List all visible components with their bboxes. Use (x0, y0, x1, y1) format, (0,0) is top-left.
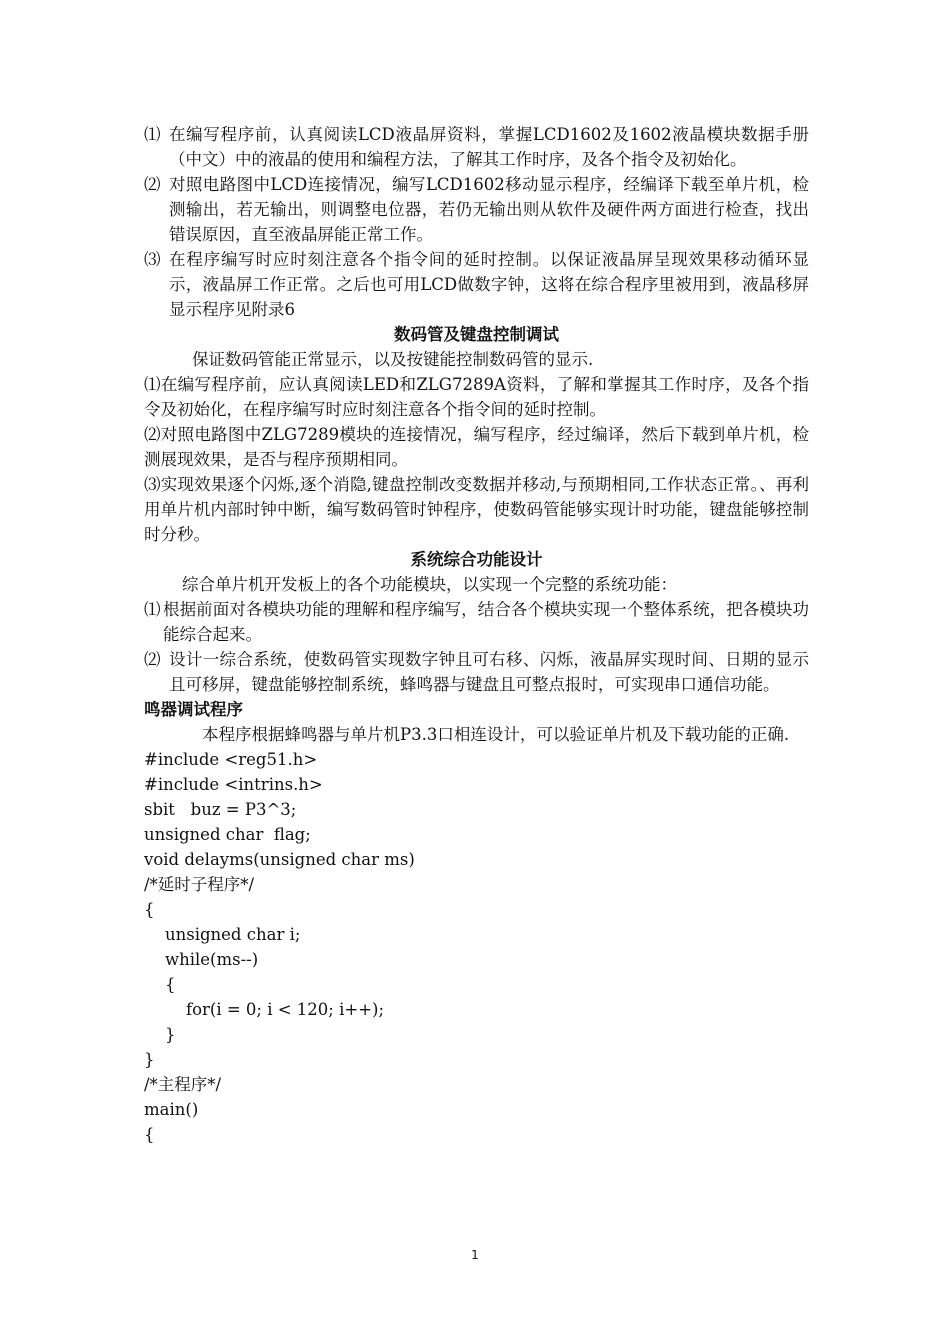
item-number: ⑴ (144, 375, 161, 394)
lcd-steps-list (144, 122, 809, 322)
code-line: { (144, 900, 155, 919)
item-number: ⑶ (144, 250, 161, 269)
list-item (144, 422, 809, 472)
item-text: 设计一综合系统，使数码管实现数字钟且可右移、闪烁，液晶屏实现时间、日期的显示且可移屏，键盘能够控制系统，蜂鸣器与键盘且可整点报时，可实现串口通信功能。 (169, 650, 809, 694)
led-steps-list (144, 372, 809, 547)
item-number: ⑵ (144, 650, 161, 669)
item-text: 在程序编写时应时刻注意各个指令间的延时控制。以保证液晶屏呈现效果移动循环显示，液晶屏工作正常。之后也可用LCD做数字钟，这将在综合程序里被用到，液晶移屏显示程序见附录6 (169, 250, 809, 319)
page-number: 1 (471, 1248, 479, 1262)
list-item (144, 372, 809, 422)
section-intro: 本程序根据蜂鸣器与单片机P3.3口相连设计，可以验证单片机及下载功能的正确. (202, 725, 790, 744)
code-line: main() (144, 1100, 199, 1119)
list-item (144, 597, 809, 647)
list-item (144, 172, 809, 247)
section-intro: 综合单片机开发板上的各个功能模块，以实现一个完整的系统功能： (182, 575, 677, 594)
code-line: for(i = 0; i < 120; i++); (144, 1000, 385, 1019)
section-heading-led-keyboard: 数码管及键盘控制调试 (394, 325, 559, 344)
item-text: 在编写程序前，认真阅读LCD液晶屏资料，掌握LCD1602及1602液晶模块数据手册（中文）中的液晶的使用和编程方法，了解其工作时序，及各个指令及初始化。 (169, 125, 809, 169)
list-item (144, 247, 809, 322)
code-line: } (144, 1025, 176, 1044)
code-line: } (144, 1050, 155, 1069)
code-line: while(ms--) (144, 950, 259, 969)
section-heading-buzzer: 鸣器调试程序 (144, 700, 243, 719)
section-heading-system-design: 系统综合功能设计 (410, 550, 543, 569)
item-text: 对照电路图中LCD连接情况，编写LCD1602移动显示程序，经编译下载至单片机，检测输出，若无输出，则调整电位器，若仍无输出则从软件及硬件两方面进行检查，找出错误原因，直至液晶屏能正常工作。 (169, 175, 809, 244)
item-text: 对照电路图中ZLG7289模块的连接情况，编写程序，经过编译，然后下载到单片机，检测展现效果，是否与程序预期相同。 (144, 425, 810, 469)
item-text: 在编写程序前，应认真阅读LED和ZLG7289A资料，了解和掌握其工作时序，及各个指令及初始化，在程序编写时应时刻注意各个指令间的延时控制。 (144, 375, 809, 419)
code-line: sbit buz = P3^3; (144, 800, 297, 819)
item-text: 实现效果逐个闪烁,逐个消隐,键盘控制改变数据并移动,与预期相同,工作状态正常。、再利用单片机内部时钟中断，编写数码管时钟程序，使数码管能够实现计时功能，键盘能够控制时分秒。 (144, 475, 810, 544)
code-line: #include <intrins.h> (144, 775, 323, 794)
code-line: unsigned char flag; (144, 825, 311, 844)
item-number: ⑴ (144, 600, 161, 619)
item-number: ⑵ (144, 425, 161, 444)
code-block (144, 747, 809, 1147)
item-number: ⑴ (144, 125, 161, 144)
item-text: 根据前面对各模块功能的理解和程序编写，结合各个模块实现一个整体系统，把各模块功能综合起来。 (163, 600, 809, 644)
list-item (144, 472, 809, 547)
code-line: void delayms(unsigned char ms) (144, 850, 415, 869)
section-intro: 保证数码管能正常显示，以及按键能控制数码管的显示. (192, 350, 594, 369)
code-line: /*主程序*/ (144, 1075, 222, 1094)
code-line: #include <reg51.h> (144, 750, 318, 769)
code-line: /*延时子程序*/ (144, 875, 255, 894)
item-number: ⑶ (144, 475, 161, 494)
item-number: ⑵ (144, 175, 161, 194)
code-line: { (144, 1125, 155, 1144)
list-item (144, 647, 809, 697)
code-line: unsigned char i; (144, 925, 301, 944)
code-line: { (144, 975, 176, 994)
system-steps-list (144, 597, 809, 697)
page-content (144, 122, 809, 1147)
list-item (144, 122, 809, 172)
